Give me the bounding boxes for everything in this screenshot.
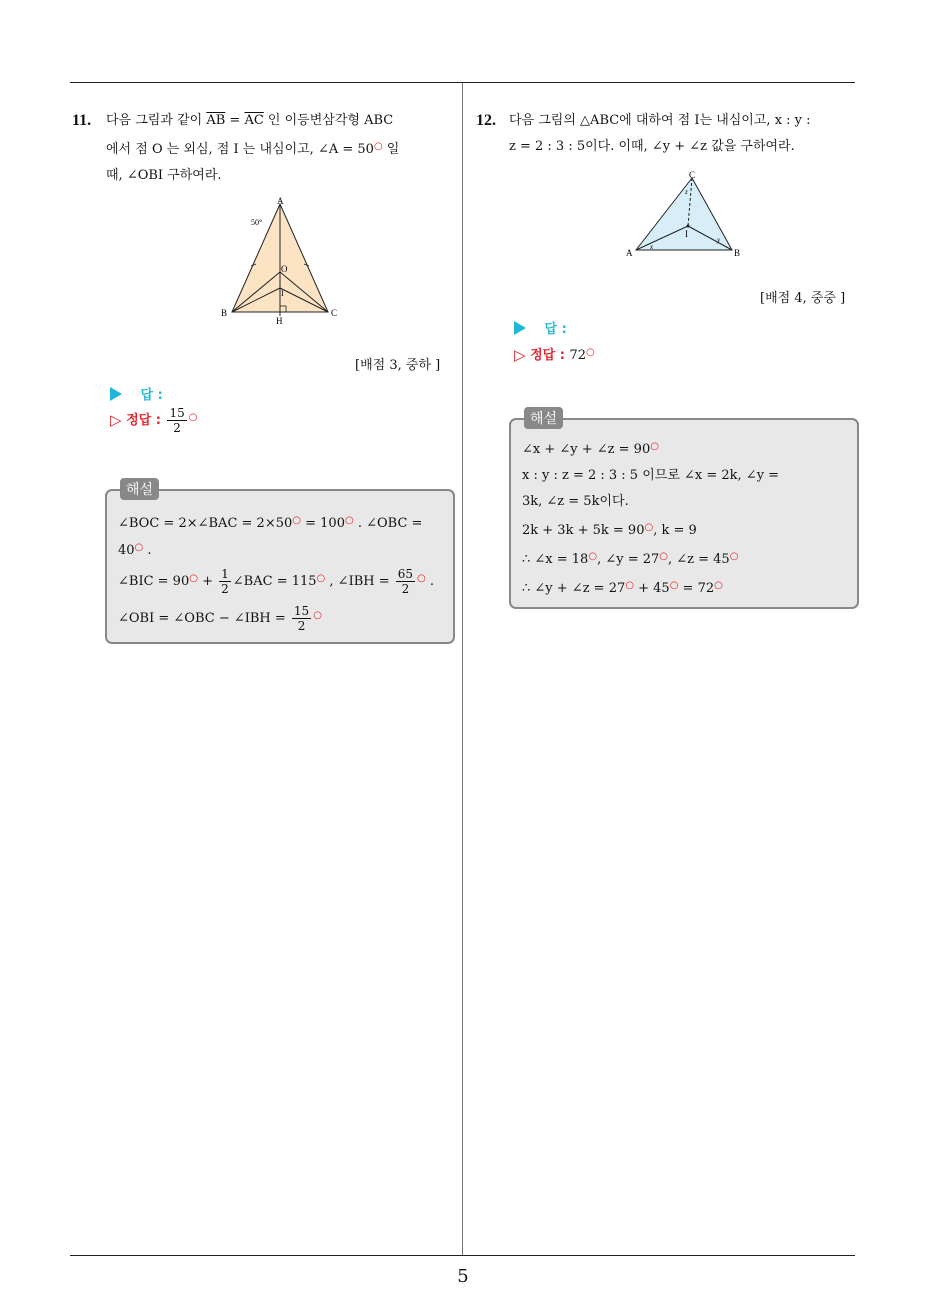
denominator: 2 bbox=[297, 619, 306, 633]
degree-icon: ○ bbox=[729, 551, 739, 562]
label-b: B bbox=[221, 308, 228, 318]
text: ∠OBI = ∠OBC − ∠IBH = bbox=[118, 611, 290, 626]
degree-icon: ○ bbox=[313, 610, 322, 621]
text: + bbox=[197, 574, 218, 589]
solution-tag: 해설 bbox=[524, 407, 563, 429]
question-line: 다음 그림의 △ABC에 대하여 점 I는 내심이고, x : y : bbox=[509, 113, 811, 128]
label-c: C bbox=[331, 308, 338, 318]
question-line: z = 2 : 3 : 5이다. 이때, ∠y + ∠z 값을 구하여라. bbox=[509, 139, 795, 154]
label-a: A bbox=[277, 196, 284, 206]
solution-line bbox=[522, 434, 779, 463]
degree-icon: ○ bbox=[714, 580, 723, 591]
text: , ∠IBH = bbox=[325, 574, 394, 589]
label-h: H bbox=[276, 316, 283, 326]
text: + 45 bbox=[633, 581, 670, 596]
text: = 72 bbox=[678, 581, 715, 596]
triangle-outline-icon: ▷ bbox=[110, 411, 122, 429]
solution-line bbox=[522, 544, 779, 573]
solution-line bbox=[522, 515, 779, 544]
text: 72 bbox=[569, 348, 586, 363]
solution-box-12 bbox=[509, 418, 859, 609]
answer-label: 답 : bbox=[544, 322, 567, 337]
correct-answer-row bbox=[110, 406, 197, 435]
answer-row bbox=[514, 318, 567, 337]
solution-line bbox=[118, 508, 434, 537]
triangle-outline-icon: ▷ bbox=[514, 346, 526, 364]
answer-row bbox=[110, 384, 163, 403]
denominator: 2 bbox=[401, 582, 410, 596]
incenter-triangle-figure bbox=[620, 168, 750, 264]
label-y: y bbox=[717, 236, 721, 244]
text: ∴ ∠y + ∠z = 27 bbox=[522, 581, 626, 596]
degree-icon: ○ bbox=[625, 580, 634, 591]
solution-line bbox=[118, 599, 434, 636]
question-number: 11. bbox=[72, 112, 92, 129]
numerator: 1 bbox=[221, 567, 229, 581]
solution-text bbox=[522, 434, 779, 602]
question-number: 12. bbox=[476, 112, 496, 129]
degree-icon: ○ bbox=[669, 580, 679, 591]
play-icon bbox=[110, 387, 122, 401]
degree-icon: ○ bbox=[417, 573, 426, 584]
label-b: B bbox=[734, 248, 741, 258]
label-x: x bbox=[650, 243, 654, 251]
text: 일 bbox=[382, 142, 400, 157]
bottom-rule bbox=[70, 1255, 855, 1256]
angle-label: 50° bbox=[251, 218, 263, 227]
column-divider bbox=[462, 83, 463, 1255]
text: 다음 그림과 같이 bbox=[106, 113, 207, 128]
text: 에서 점 O 는 외심, 점 I 는 내심이고, ∠A = 50 bbox=[106, 142, 374, 157]
text: ∠BIC = 90 bbox=[118, 574, 190, 589]
question-text bbox=[509, 108, 811, 160]
solution-text bbox=[118, 508, 434, 636]
solution-line: 3k, ∠z = 5k이다. bbox=[522, 494, 629, 509]
degree-icon: ○ bbox=[586, 347, 595, 358]
text: ∴ ∠x = 18 bbox=[522, 552, 589, 567]
correct-answer-row bbox=[514, 344, 595, 364]
correct-label: 정답 : bbox=[126, 413, 161, 428]
fraction bbox=[292, 604, 311, 633]
label-o: O bbox=[281, 264, 288, 274]
solution-line: x : y : z = 2 : 3 : 5 이므로 ∠x = 2k, ∠y = bbox=[522, 468, 780, 483]
text: . bbox=[425, 574, 435, 589]
correct-value bbox=[569, 348, 594, 363]
question-line bbox=[106, 108, 399, 134]
text: , ∠z = 45 bbox=[668, 552, 730, 567]
degree-icon: ○ bbox=[188, 412, 198, 423]
question-11 bbox=[72, 108, 462, 188]
score-label: [배점 3, 중하 ] bbox=[355, 358, 441, 373]
label-a: A bbox=[626, 248, 633, 258]
correct-label: 정답 : bbox=[530, 348, 565, 363]
solution-line bbox=[118, 562, 434, 599]
label-i: I bbox=[685, 229, 688, 239]
fraction bbox=[167, 406, 186, 435]
label-i: I bbox=[281, 289, 284, 298]
degree-icon: ○ bbox=[373, 141, 383, 152]
degree-icon: ○ bbox=[644, 522, 654, 533]
solution-line bbox=[118, 537, 434, 562]
label-c: C bbox=[689, 170, 696, 180]
solution-box-11 bbox=[105, 489, 455, 644]
segment-ab: $\overline{AB}$ bbox=[206, 113, 226, 128]
question-line: 때, ∠OBI 구하여라. bbox=[106, 168, 222, 183]
fraction bbox=[396, 567, 415, 596]
numerator: 15 bbox=[169, 406, 185, 420]
text: , k = 9 bbox=[653, 523, 697, 538]
degree-icon: ○ bbox=[189, 573, 198, 584]
answer-label: 답 : bbox=[140, 388, 163, 403]
fraction bbox=[219, 567, 231, 596]
play-icon bbox=[514, 321, 526, 335]
numerator: 65 bbox=[397, 567, 414, 581]
text: 2k + 3k + 5k = 90 bbox=[522, 523, 645, 538]
text: ∠BOC = 2×∠BAC = 2×50 bbox=[118, 516, 293, 531]
correct-value bbox=[165, 406, 198, 435]
solution-tag: 해설 bbox=[120, 478, 159, 500]
degree-icon: ○ bbox=[588, 551, 598, 562]
solution-line bbox=[522, 573, 779, 602]
question-12 bbox=[476, 108, 861, 164]
text: = bbox=[225, 113, 245, 128]
text: 40 bbox=[118, 543, 135, 558]
denominator: 2 bbox=[221, 582, 229, 596]
page-number: 5 bbox=[457, 1266, 469, 1287]
text: , ∠y = 27 bbox=[597, 552, 660, 567]
text: . ∠OBC = bbox=[353, 516, 423, 531]
question-text bbox=[106, 108, 399, 189]
numerator: 15 bbox=[293, 604, 310, 618]
question-line bbox=[106, 134, 399, 163]
degree-icon: ○ bbox=[344, 515, 354, 526]
degree-icon: ○ bbox=[134, 542, 144, 553]
degree-icon: ○ bbox=[650, 441, 659, 452]
degree-icon: ○ bbox=[659, 551, 668, 562]
degree-icon: ○ bbox=[292, 515, 301, 526]
incenter-point bbox=[687, 225, 690, 228]
label-z: z bbox=[685, 188, 688, 196]
denominator: 2 bbox=[173, 421, 181, 435]
text: ∠BAC = 115 bbox=[232, 574, 317, 589]
degree-icon: ○ bbox=[316, 573, 326, 584]
isosceles-triangle-figure bbox=[215, 192, 345, 327]
text: ∠x + ∠y + ∠z = 90 bbox=[522, 442, 651, 457]
score-label: [배점 4, 중중 ] bbox=[760, 291, 846, 306]
text: = 100 bbox=[301, 516, 345, 531]
text: . bbox=[143, 543, 152, 558]
segment-ac: $\overline{AC}$ bbox=[244, 113, 264, 128]
text: 인 이등변삼각형 ABC bbox=[263, 113, 394, 128]
